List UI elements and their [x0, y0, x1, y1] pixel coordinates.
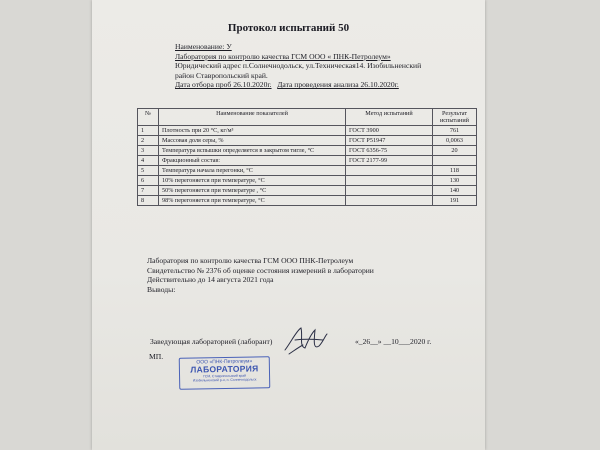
- validity-line: Действительно до 14 августа 2021 года: [147, 275, 274, 284]
- row-number: 7: [138, 186, 159, 196]
- table-row: [138, 196, 477, 206]
- column-header-result: Результат испытаний: [433, 109, 477, 126]
- stamp-top-text: ООО «ПНК-Петролеум»: [196, 358, 253, 366]
- row-result: 130: [433, 176, 477, 186]
- column-header-number: №: [138, 109, 159, 126]
- stamp-bottom-text-2: Изобильненский р-н, п. Солнечнодольск: [192, 377, 257, 383]
- laboratory-stamp: [179, 356, 271, 390]
- row-parameter: Температура вспышки определяется в закрытом тигле, °С: [159, 146, 346, 156]
- signature-date: «_26__» __10___2020 г.: [355, 337, 432, 346]
- row-parameter: 10% перегоняется при температуре, °С: [159, 176, 346, 186]
- row-result: 140: [433, 186, 477, 196]
- results-table: [137, 108, 477, 206]
- column-header-name: Наименование показателей: [159, 109, 346, 126]
- document-header: [175, 42, 475, 90]
- row-result: 20: [433, 146, 477, 156]
- row-parameter: Фракционный состав:: [159, 156, 346, 166]
- lab-line: Лаборатория по контролю качества ГСМ ООО « ПНК-Петролеум»: [175, 51, 391, 61]
- table-row: [138, 186, 477, 196]
- stamp-main-text: ЛАБОРАТОРИЯ: [190, 363, 259, 375]
- row-method: [346, 196, 433, 206]
- table-row: [138, 126, 477, 136]
- row-number: 5: [138, 166, 159, 176]
- document-footer: [147, 256, 467, 294]
- row-method: ГОСТ 6356-75: [346, 146, 433, 156]
- row-method: [346, 186, 433, 196]
- column-header-method: Метод испытаний: [346, 109, 433, 126]
- mp-label: МП.: [149, 352, 164, 361]
- row-number: 8: [138, 196, 159, 206]
- row-result: 118: [433, 166, 477, 176]
- sampling-date: Дата отбора проб 26.10.2020г.: [175, 80, 272, 90]
- table-row: [138, 146, 477, 156]
- name-line: Наименование: У: [175, 42, 232, 51]
- table-row: [138, 176, 477, 186]
- analysis-date: Дата проведения анализа 26.10.2020г.: [277, 80, 399, 90]
- row-method: [346, 176, 433, 186]
- table-header-row: [138, 109, 477, 126]
- document-title: Протокол испытаний 50: [227, 22, 350, 34]
- dates-line: [175, 80, 475, 90]
- conclusions-label: Выводы:: [147, 284, 176, 294]
- row-parameter: Температура начала перегонки, °С: [159, 166, 346, 176]
- table-row: [138, 136, 477, 146]
- row-number: 2: [138, 136, 159, 146]
- handwritten-signature: [277, 320, 337, 360]
- stamp-bottom-text-1: ГСМ, Ставропольский край: [203, 373, 246, 379]
- row-result: 191: [433, 196, 477, 206]
- row-parameter: Массовая доля серы, %: [159, 136, 346, 146]
- row-method: [346, 166, 433, 176]
- row-method: ГОСТ 3900: [346, 126, 433, 136]
- row-method: ГОСТ Р51947: [346, 136, 433, 146]
- address-line-2: район Ставропольский край.: [175, 70, 268, 80]
- row-parameter: 50% перегоняется при температуре , °С: [159, 186, 346, 196]
- row-number: 6: [138, 176, 159, 186]
- footer-lab-line: Лаборатория по контролю качества ГСМ ООО ПНК-Петролеум: [147, 256, 354, 265]
- row-number: 1: [138, 126, 159, 136]
- table-row: [138, 156, 477, 166]
- address-line-1: Юридический адрес п.Солнечнодольск, ул.Техническая14. Изобильненский: [175, 61, 422, 71]
- row-number: 3: [138, 146, 159, 156]
- document-page: [92, 0, 485, 450]
- row-result: 761: [433, 126, 477, 136]
- signature-label: Заведующая лабораторией (лаборант): [150, 337, 273, 346]
- row-result: 0,0063: [433, 136, 477, 146]
- row-result: [433, 156, 477, 166]
- row-number: 4: [138, 156, 159, 166]
- row-method: ГОСТ 2177-99: [346, 156, 433, 166]
- table-row: [138, 166, 477, 176]
- row-parameter: Плотность при 20 °С, кг/м³: [159, 126, 346, 136]
- certificate-line: Свидетельство № 2376 об оценке состояния измерений в лаборатории: [147, 265, 374, 275]
- row-parameter: 98% перегоняется при температуре, °С: [159, 196, 346, 206]
